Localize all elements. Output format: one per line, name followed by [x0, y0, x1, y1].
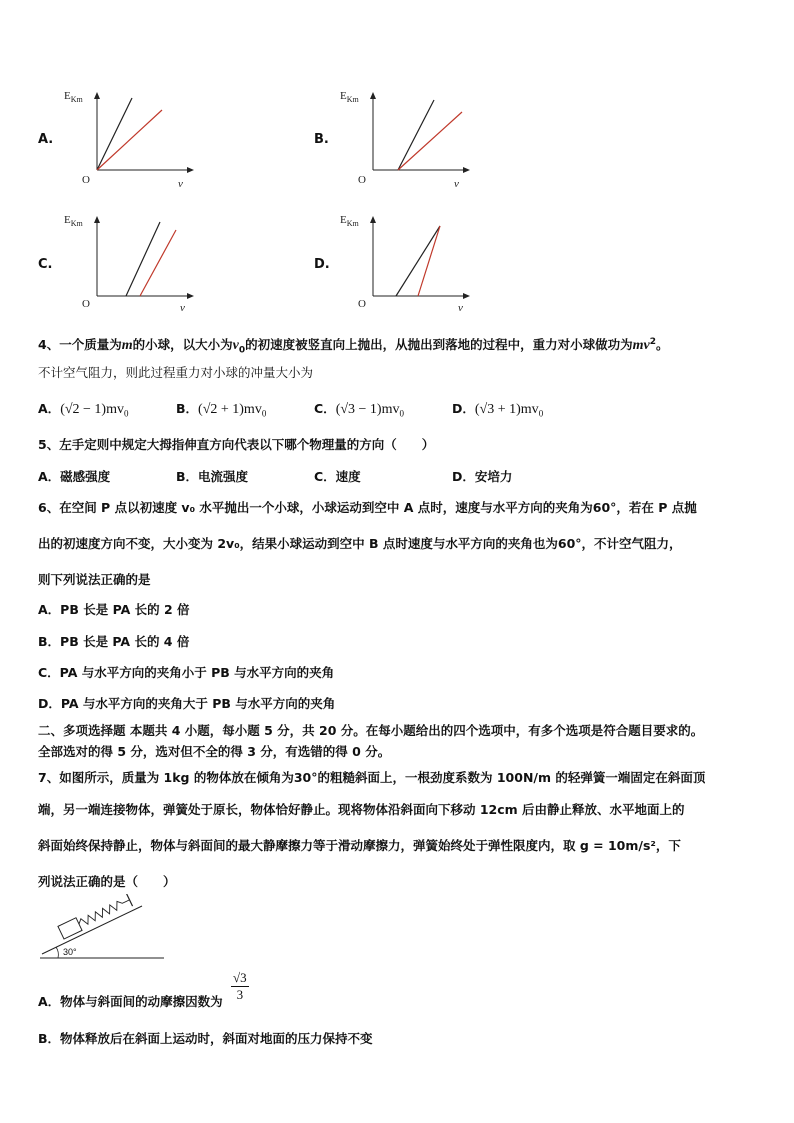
- y-axis-label: $E_{Km}$: [340, 90, 359, 105]
- black-line: [97, 98, 132, 170]
- q5-choice-a: A．磁感强度: [38, 469, 111, 484]
- q7-line2: 端，另一端连接物体，弹簧处于原长，物体恰好静止。现将物体沿斜面向下移动 12cm 后由静止释放、水平地面上的: [38, 802, 685, 817]
- q4-choice-b: B．$(√2 + 1)mv_0$: [176, 401, 267, 419]
- red-line: [140, 230, 176, 296]
- q5-stem: 5、左手定则中规定大拇指伸直方向代表以下哪个物理量的方向（ ）: [38, 437, 435, 452]
- q5-choice-c: C．速度: [314, 469, 361, 484]
- black-line: [126, 222, 160, 296]
- q4-choice-c: C．$(√3 - 1)mv_0$: [314, 401, 404, 419]
- y-axis-label: $E_{Km}$: [340, 214, 359, 229]
- spring: [77, 896, 131, 927]
- graph-d: [336, 210, 476, 320]
- y-axis-label: $E_{Km}$: [64, 90, 83, 105]
- q6-choice-a: A．PB 长是 PA 长的 2 倍: [38, 602, 190, 617]
- incline-diagram: [38, 894, 168, 964]
- section2-line2: 全部选对的得 5 分，选对但不全的得 3 分，有选错的得 0 分。: [38, 744, 391, 759]
- red-line: [97, 110, 162, 170]
- option-a-label: A.: [38, 132, 54, 147]
- section2-line1: 二、多项选择题 本题共 4 小题，每小题 5 分，共 20 分。在每小题给出的四个选项中，有多个选项是符合题目要求的。: [38, 723, 704, 738]
- q7-line3: 斜面始终保持静止，物体与斜面间的最大静摩擦力等于滑动摩擦力，弹簧始终处于弹性限度内，取 g = 10m/s²，下: [38, 838, 681, 853]
- option-d-label: D.: [314, 257, 330, 272]
- x-axis-label: v: [454, 178, 459, 190]
- graph-a: [60, 86, 200, 196]
- q4-line2: 不计空气阻力，则此过程重力对小球的冲量大小为: [38, 365, 314, 380]
- graph-c: [60, 210, 200, 320]
- q4-choice-d: D．$(√3 + 1)mv_0$: [452, 401, 544, 419]
- q7-choice-a: A．物体与斜面间的动摩擦因数为 $\frac{√3}{3}$: [38, 970, 247, 1009]
- origin-label: O: [82, 298, 90, 310]
- q5-choice-d: D．安培力: [452, 469, 513, 484]
- x-axis-label: v: [178, 178, 183, 190]
- q6-line1: 6、在空间 P 点以初速度 v₀ 水平抛出一个小球，小球运动到空中 A 点时，速度与水平方向的夹角为60°，若在 P 点抛: [38, 500, 697, 515]
- q6-line3: 则下列说法正确的是: [38, 572, 151, 587]
- y-axis-label: $E_{Km}$: [64, 214, 83, 229]
- block: [58, 918, 82, 939]
- origin-label: O: [82, 174, 90, 186]
- q7-choice-b: B．物体释放后在斜面上运动时，斜面对地面的压力保持不变: [38, 1031, 373, 1046]
- black-line: [398, 100, 434, 170]
- q7-line1: 7、如图所示，质量为 1kg 的物体放在倾角为30°的粗糙斜面上，一根劲度系数为 100N/m 的轻弹簧一端固定在斜面顶: [38, 770, 706, 785]
- q6-choice-c: C．PA 与水平方向的夹角小于 PB 与水平方向的夹角: [38, 665, 335, 680]
- q7-line4: 列说法正确的是（ ）: [38, 874, 176, 889]
- q6-choice-b: B．PB 长是 PA 长的 4 倍: [38, 634, 190, 649]
- x-axis-label: v: [458, 302, 463, 314]
- red-line: [398, 112, 462, 170]
- origin-label: O: [358, 298, 366, 310]
- angle-label: 30°: [63, 947, 77, 957]
- graph-b: [336, 86, 476, 196]
- q5-choice-b: B．电流强度: [176, 469, 249, 484]
- incline-drawing: [38, 894, 168, 964]
- option-b-label: B.: [314, 132, 329, 147]
- q6-line2: 出的初速度方向不变，大小变为 2v₀，结果小球运动到空中 B 点时速度与水平方向的夹角也为60°，不计空气阻力，: [38, 536, 682, 551]
- q4-choice-a: A．$(√2 - 1)mv_0$: [38, 401, 129, 419]
- origin-label: O: [358, 174, 366, 186]
- option-c-label: C.: [38, 257, 53, 272]
- q6-choice-d: D．PA 与水平方向的夹角大于 PB 与水平方向的夹角: [38, 696, 336, 711]
- x-axis-label: v: [180, 302, 185, 314]
- black-line: [396, 226, 440, 296]
- q4-line1: 4、一个质量为m的小球，以大小为$v_0$的初速度被竖直向上抛出，从抛出到落地的过程中，重力对小球做功为$mv^2$。: [38, 337, 669, 356]
- red-line: [418, 226, 440, 296]
